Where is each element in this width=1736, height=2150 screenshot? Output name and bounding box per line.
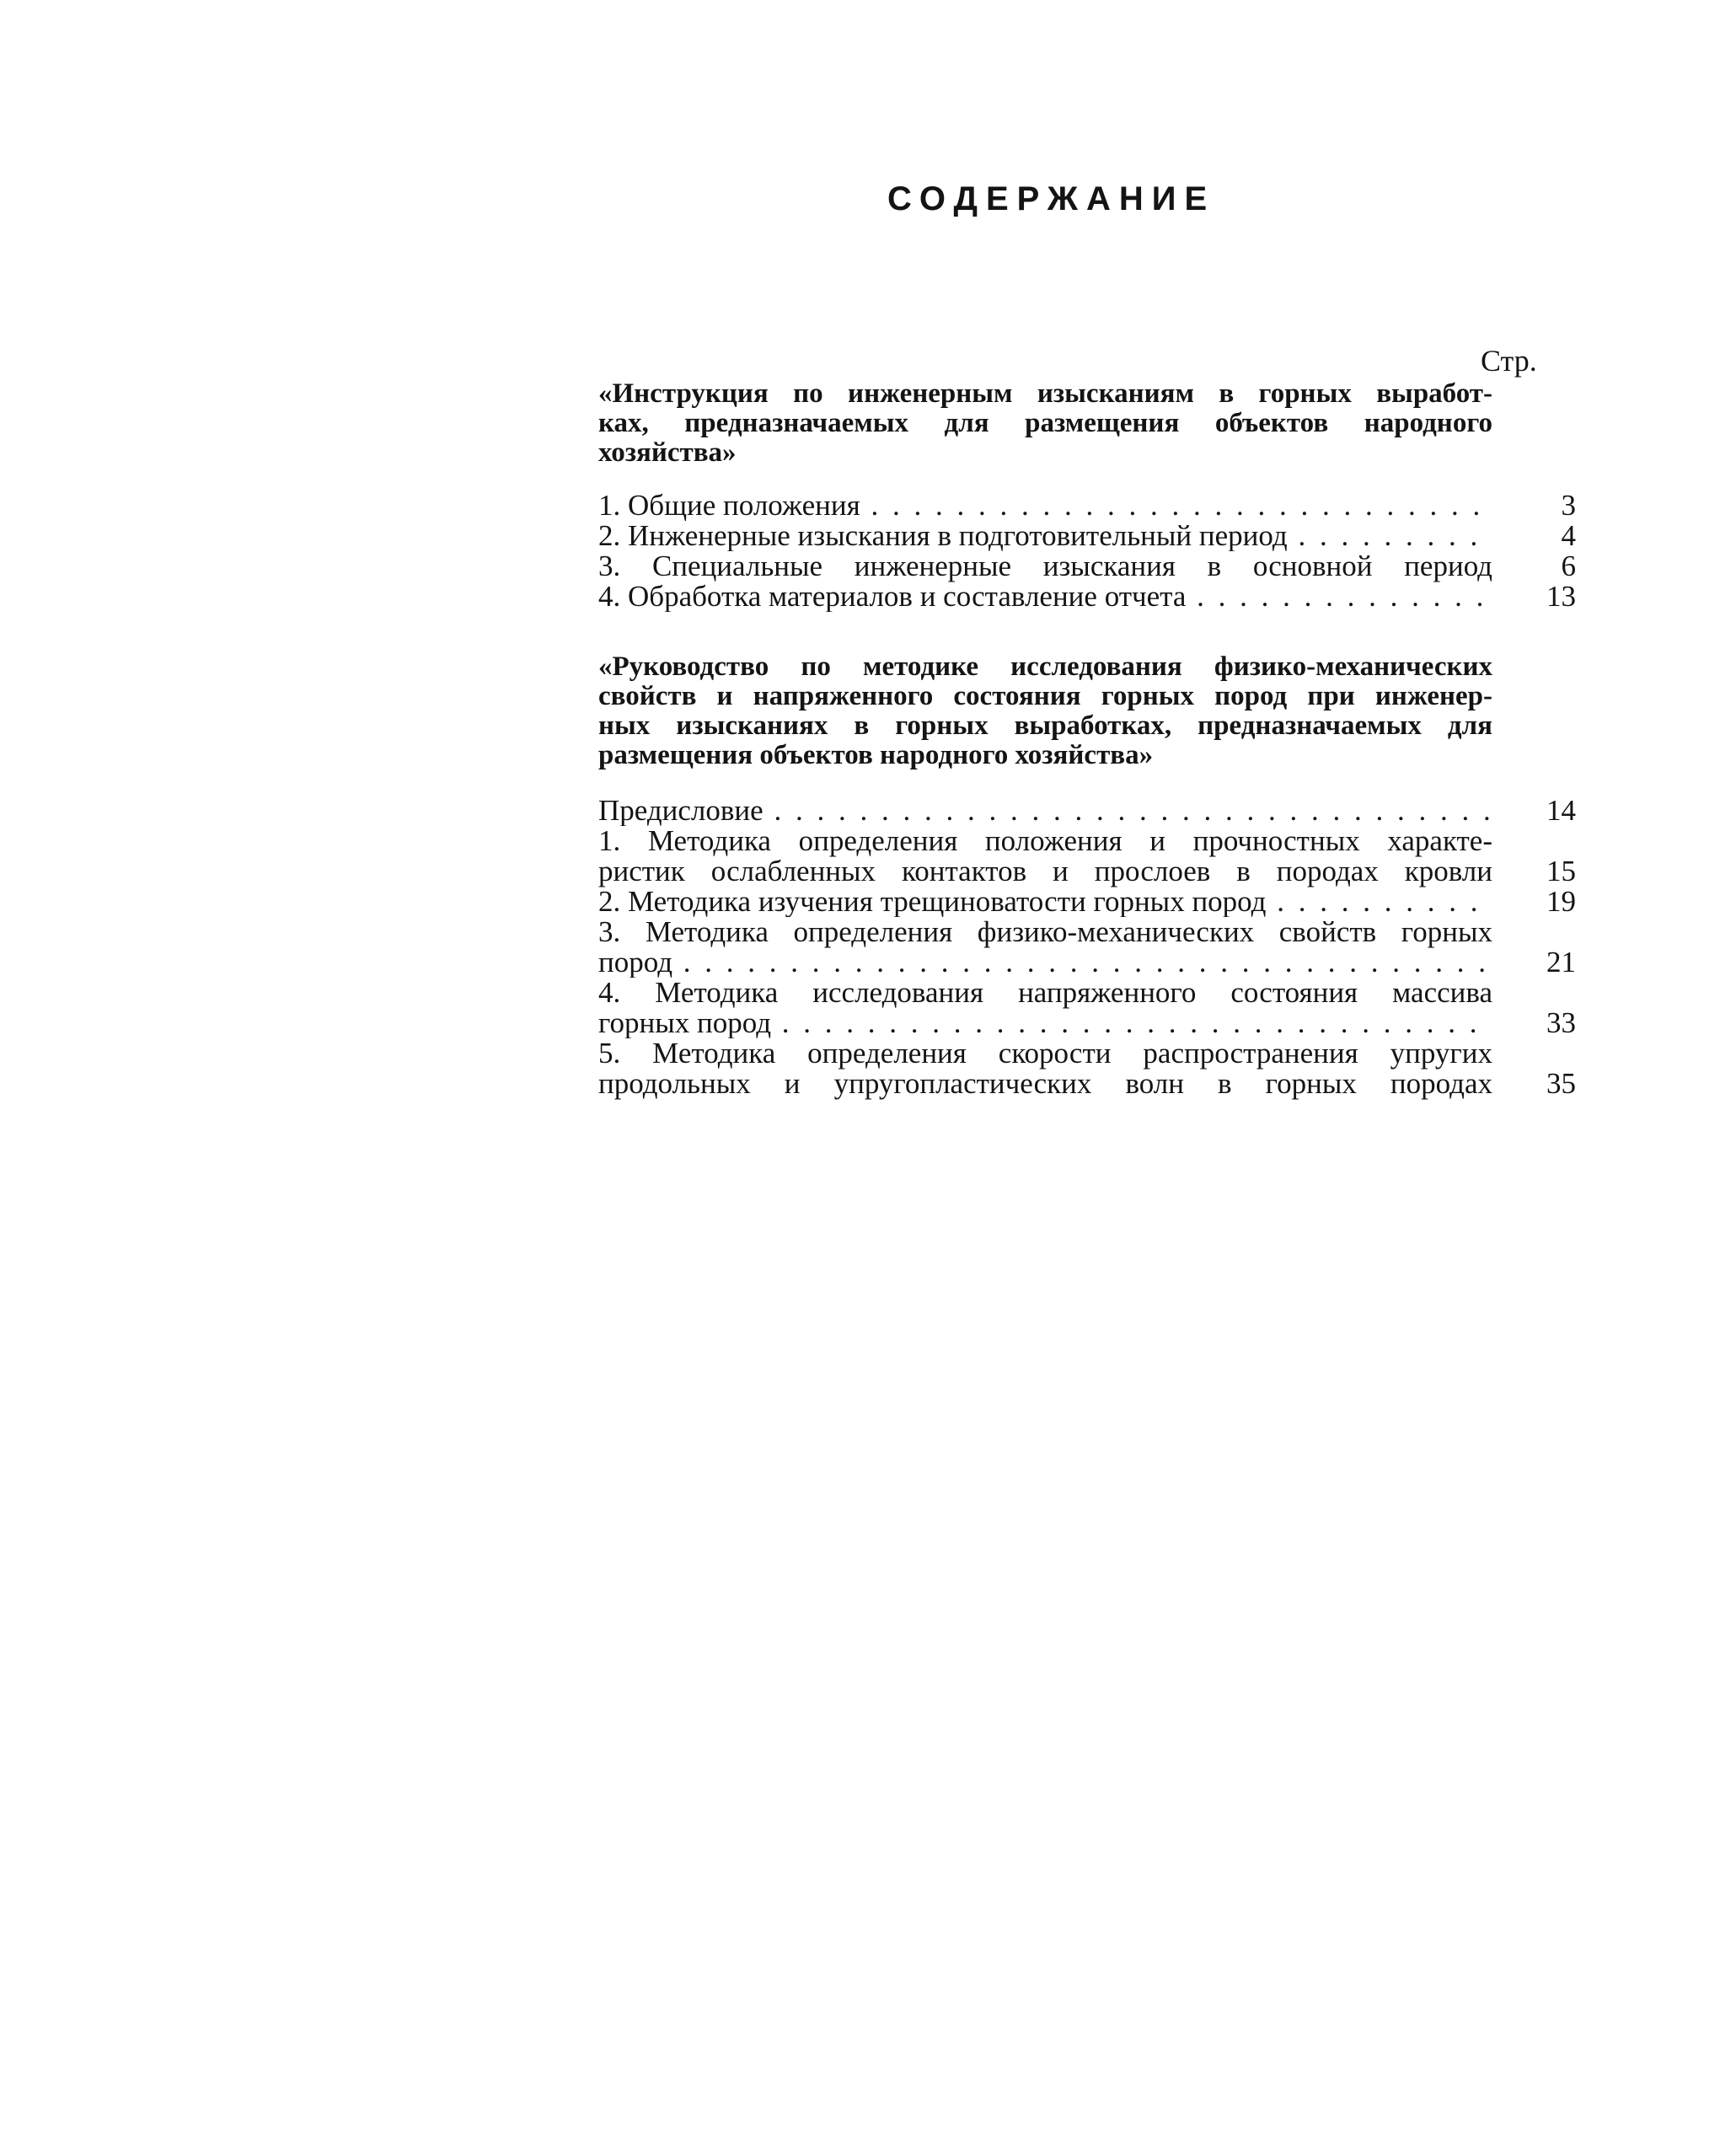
toc-entry-text: 1. Методика определения положения и прочностных характе- xyxy=(598,824,1492,857)
toc-entry-text: продольных и упругопластических волн в горных породах xyxy=(598,1067,1492,1100)
section-2-heading-line: «Руководство по методике исследования физико-механических xyxy=(598,651,1492,682)
toc-entry[interactable] xyxy=(598,826,1576,887)
toc-entry-text: 4. Обработка материалов и составление отчета . . . xyxy=(598,582,1492,612)
toc-entry[interactable] xyxy=(598,917,1576,978)
section-2-heading-line: ных изысканиях в горных выработках, предназначаемых для xyxy=(598,710,1492,741)
toc-entry-text: 2. Методика изучения трещиноватости горных пород . . . xyxy=(598,887,1492,917)
toc-page-number: 6 xyxy=(1561,550,1576,582)
toc-page-number: 35 xyxy=(1546,1067,1576,1100)
section-1-toc xyxy=(598,491,1576,612)
toc-entry[interactable] xyxy=(598,978,1576,1038)
section-2-heading-line: свойств и напряженного состояния горных пород при инженер- xyxy=(598,681,1492,711)
section-2-toc xyxy=(598,796,1576,1099)
toc-page-number: 15 xyxy=(1546,855,1576,887)
toc-entry-text: ристик ослабленных контактов и прослоев в породах кровли xyxy=(598,855,1492,887)
toc-entry-text: Предисловие . . . xyxy=(598,796,1492,826)
toc-page-number: 13 xyxy=(1546,580,1576,613)
toc-entry[interactable] xyxy=(598,521,1576,551)
section-1-heading-line: хозяйства» xyxy=(598,437,737,468)
toc-entry-text: 3. Методика определения физико-механических свойств горных xyxy=(598,915,1492,948)
toc-entry-text: 4. Методика исследования напряженного состояния массива xyxy=(598,976,1492,1009)
toc-page-number: 14 xyxy=(1546,794,1576,827)
toc-entry[interactable] xyxy=(598,1038,1576,1099)
toc-page-number: 19 xyxy=(1546,885,1576,918)
toc-entry-text: 1. Общие положения . . . xyxy=(598,491,1492,521)
toc-entry[interactable] xyxy=(598,796,1576,826)
toc-entry-text: 5. Методика определения скорости распространения упругих xyxy=(598,1037,1492,1070)
toc-page-number: 4 xyxy=(1561,519,1576,552)
section-1-heading xyxy=(598,379,1492,468)
toc-entry-text: пород . . . xyxy=(598,947,1492,978)
toc-entry[interactable] xyxy=(598,887,1576,917)
section-2-heading-line: размещения объектов народного хозяйства» xyxy=(598,740,1154,770)
page-column-label: Стр. xyxy=(1481,344,1537,378)
toc-entry-text: горных пород . . . xyxy=(598,1008,1492,1038)
toc-page-number: 3 xyxy=(1561,489,1576,522)
toc-entry[interactable] xyxy=(598,582,1576,612)
section-2-heading xyxy=(598,652,1492,770)
toc-page-number: 21 xyxy=(1546,946,1576,978)
toc-entry-text: 2. Инженерные изыскания в подготовительный период . . . xyxy=(598,521,1492,551)
toc-entry[interactable] xyxy=(598,551,1576,582)
section-1-heading-line: ках, предназначаемых для размещения объектов народного xyxy=(598,408,1492,438)
page-title: СОДЕРЖАНИЕ xyxy=(887,180,1216,217)
section-1-heading-line: «Инструкция по инженерным изысканиям в горных выработ- xyxy=(598,378,1492,409)
toc-entry-text: 3. Специальные инженерные изыскания в основной период xyxy=(598,550,1492,582)
toc-page-number: 33 xyxy=(1546,1006,1576,1039)
toc-entry[interactable] xyxy=(598,491,1576,521)
